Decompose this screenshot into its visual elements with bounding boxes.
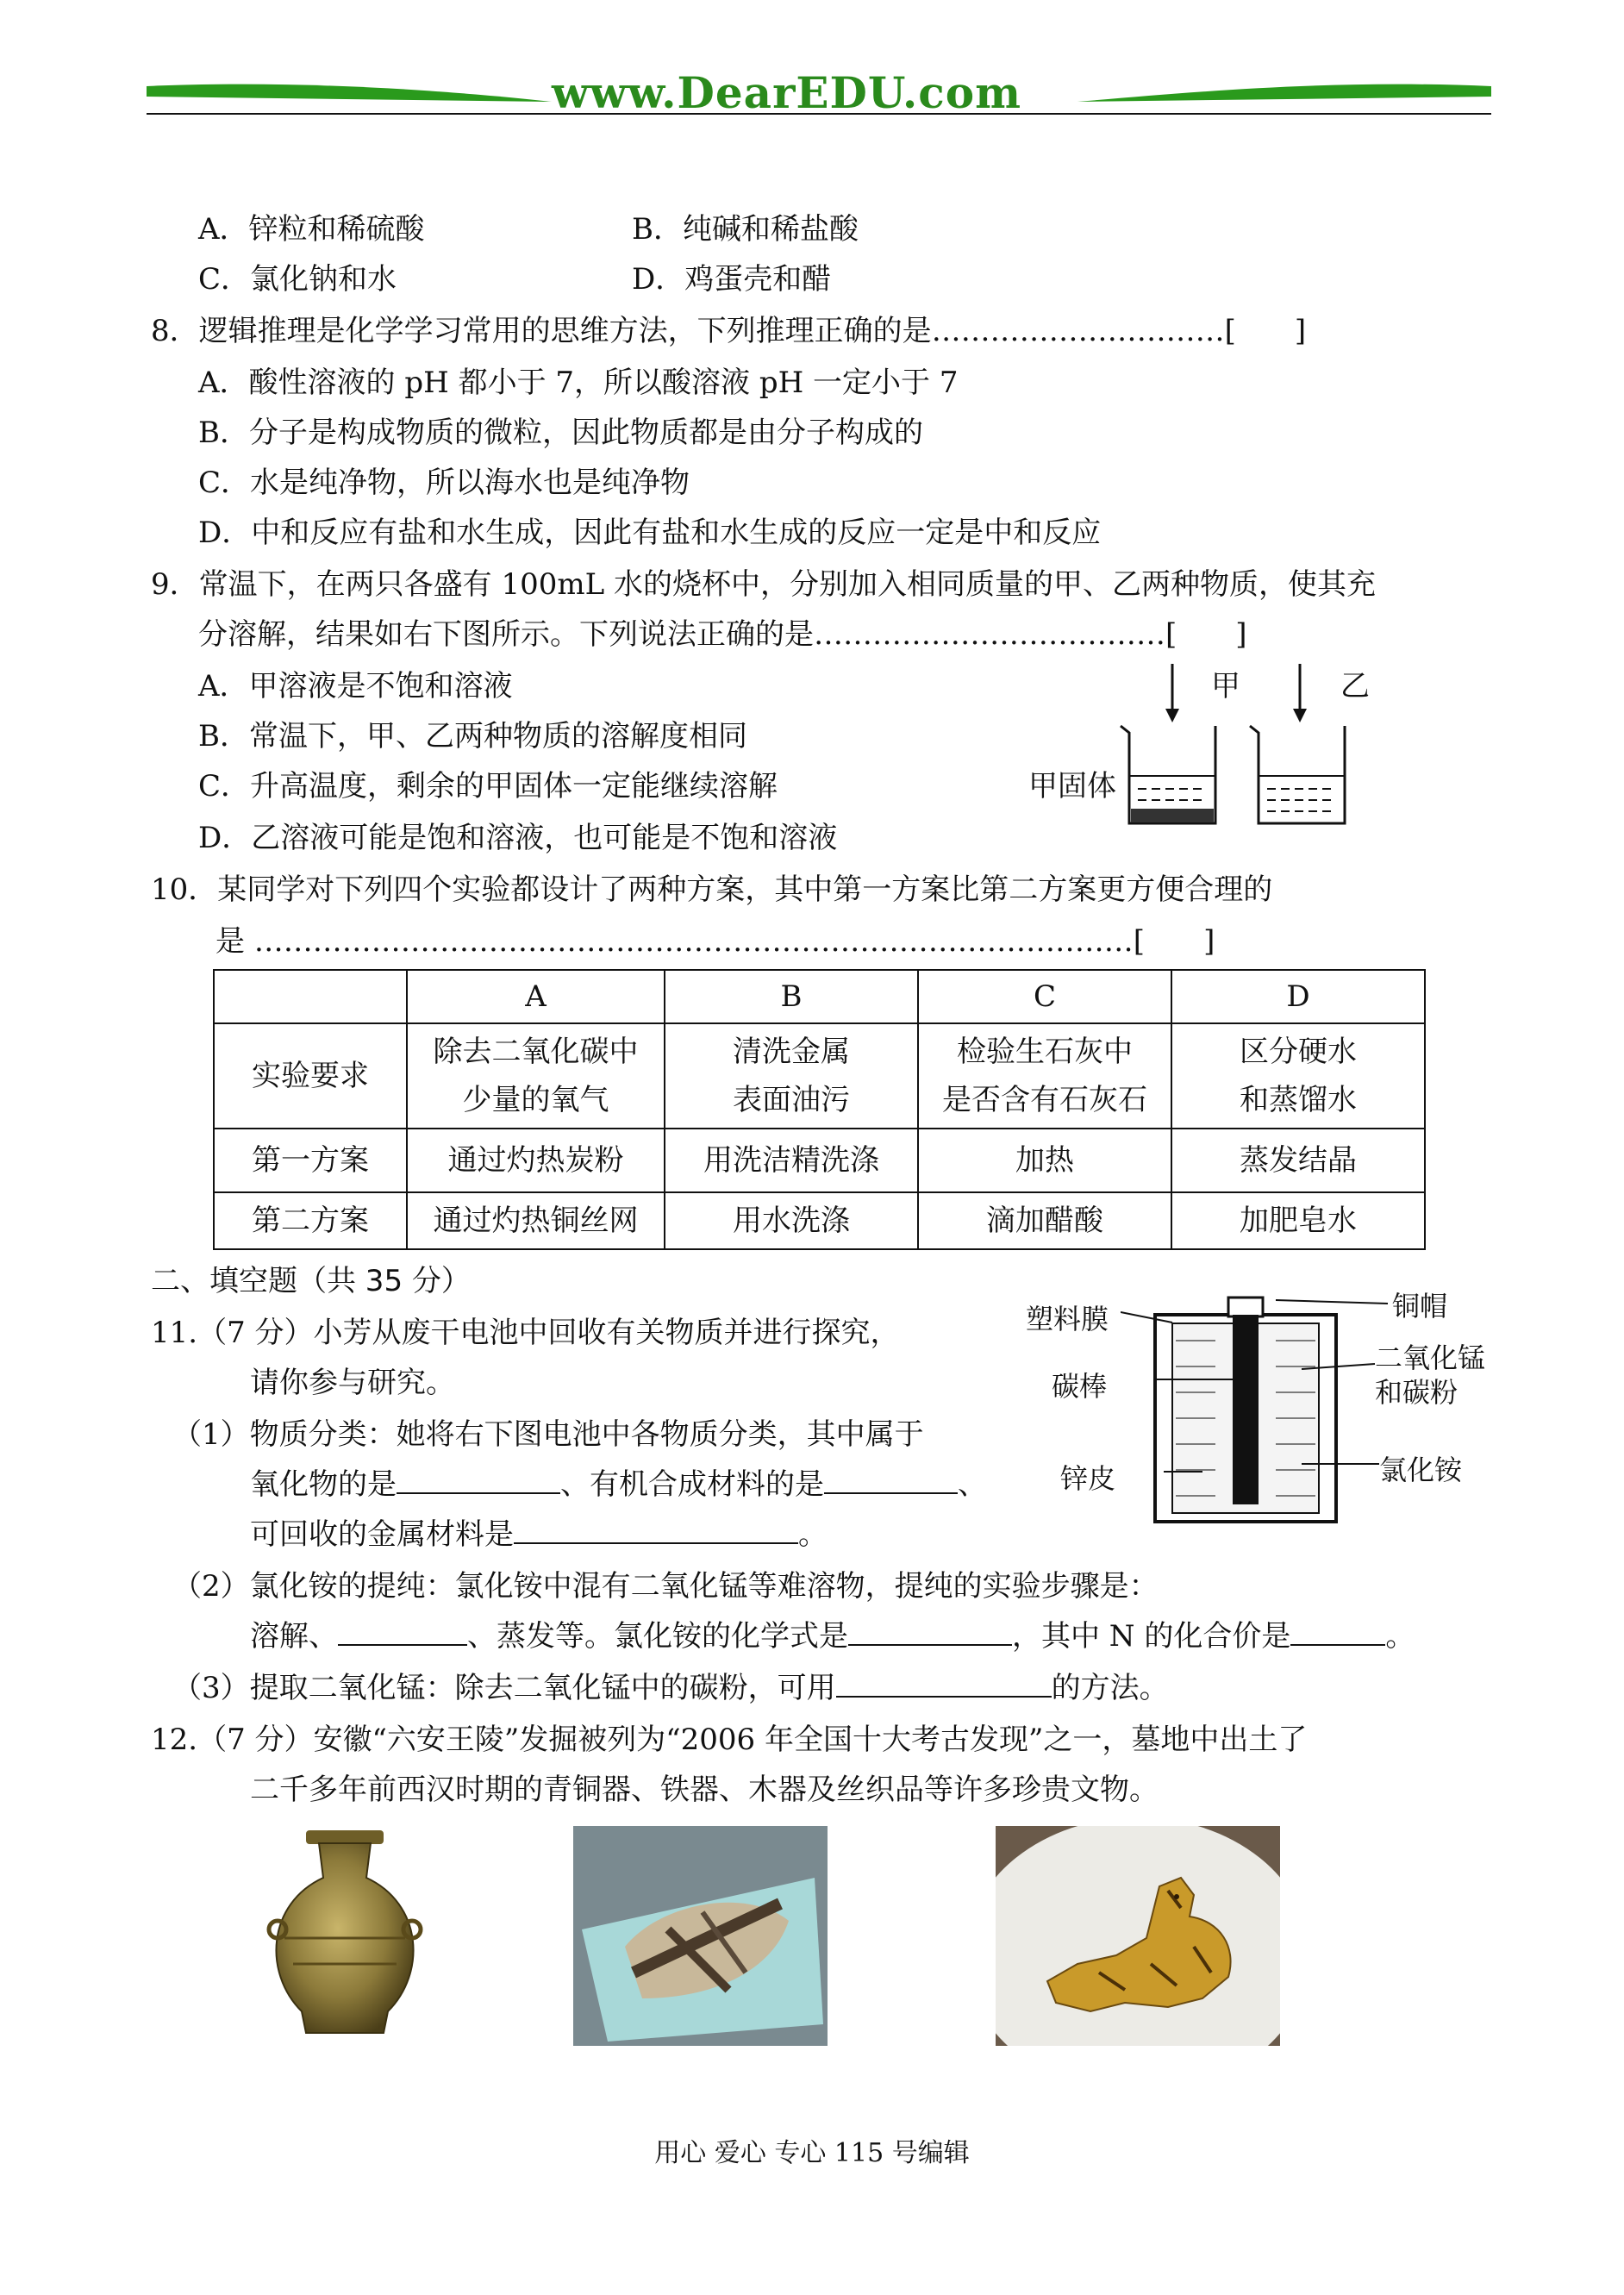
- q11-part3: （3）提取二氧化锰：除去二氧化锰中的碳粉，可用 的方法。: [172, 1671, 1169, 1705]
- table-cell: 检验生石灰中 是否含有石灰石: [918, 1023, 1171, 1129]
- table-cell: 蒸发结晶: [1171, 1129, 1425, 1192]
- q11-stem-line2: 请你参与研究。: [250, 1366, 455, 1400]
- battery-label-mno2-line2: 和碳粉: [1375, 1376, 1458, 1409]
- experiment-table: [213, 969, 1426, 1250]
- beaker-label-jia: 甲: [1211, 669, 1240, 704]
- q11-part2-line1: （2）氯化铵的提纯：氯化铵中混有二氧化锰等难溶物，提纯的实验步骤是：: [172, 1569, 1159, 1604]
- answer-blank[interactable]: [1290, 1618, 1385, 1646]
- battery-label-plastic: 塑料膜: [1026, 1303, 1109, 1335]
- q9-option-a: A．甲溶液是不饱和溶液: [198, 669, 513, 704]
- answer-blank[interactable]: [514, 1516, 798, 1544]
- q11-stem-line1: 11.（7 分）小芳从废干电池中回收有关物质并进行探究，: [151, 1316, 900, 1350]
- battery-label-zinc: 锌皮: [1060, 1462, 1116, 1495]
- battery-leader-lines: [1121, 1293, 1388, 1491]
- answer-blank[interactable]: [338, 1618, 467, 1646]
- beaker-label-yi: 乙: [1340, 669, 1370, 704]
- table-cell: 加热: [918, 1129, 1171, 1192]
- table-cell: 区分硬水 和蒸馏水: [1171, 1023, 1425, 1129]
- table-cell: 加肥皂水: [1171, 1192, 1425, 1249]
- gold-tiger-photo: [996, 1826, 1280, 2046]
- q7-option-d: D．鸡蛋壳和醋: [632, 262, 832, 297]
- q7-option-b: B．纯碱和稀盐酸: [632, 212, 859, 247]
- section-2-heading: 二、填空题（共 35 分）: [151, 1264, 471, 1298]
- table-header-d: D: [1171, 970, 1425, 1023]
- q12-stem-line2: 二千多年前西汉时期的青铜器、铁器、木器及丝织品等许多珍贵文物。: [250, 1773, 1159, 1807]
- row-label-plan1: 第一方案: [214, 1129, 407, 1192]
- bronze-vessel-photo: [259, 1826, 431, 2042]
- q8-option-d: D．中和反应有盐和水生成，因此有盐和水生成的反应一定是中和反应: [198, 516, 1102, 550]
- battery-label-carbon-rod: 碳棒: [1052, 1370, 1108, 1403]
- table-cell: 通过灼热炭粉: [407, 1129, 665, 1192]
- table-header-a: A: [407, 970, 665, 1023]
- row-label-requirement: 实验要求: [214, 1023, 407, 1129]
- q9-stem-line1: 9．常温下，在两只各盛有 100mL 水的烧杯中，分别加入相同质量的甲、乙两种物质，使其充: [151, 567, 1376, 602]
- q8-option-a: A．酸性溶液的 pH 都小于 7，所以酸溶液 pH 一定小于 7: [198, 366, 959, 400]
- table-cell: 用洗洁精洗涤: [665, 1129, 918, 1192]
- table-cell: 通过灼热铜丝网: [407, 1192, 665, 1249]
- q7-option-a: A．锌粒和稀硫酸: [198, 212, 425, 247]
- answer-blank[interactable]: [836, 1670, 1052, 1698]
- beaker-label-solid: 甲固体: [1028, 769, 1116, 804]
- q10-stem-line2: 是 ………………………………………………………………………………[ ]: [215, 924, 1215, 959]
- table-cell: 除去二氧化碳中 少量的氧气: [407, 1023, 665, 1129]
- q10-stem-line1: 10．某同学对下列四个实验都设计了两种方案，其中第一方案比第二方案更方便合理的: [151, 872, 1273, 907]
- answer-blank[interactable]: [824, 1466, 958, 1494]
- q12-stem-line1: 12.（7 分）安徽“六安王陵”发掘被列为“2006 年全国十大考古发现”之一，墓地中出土了: [151, 1723, 1308, 1757]
- table-row: [214, 1192, 1425, 1249]
- table-header-b: B: [665, 970, 918, 1023]
- answer-blank[interactable]: [397, 1466, 560, 1494]
- table-cell: 滴加醋酸: [918, 1192, 1171, 1249]
- q9-option-b: B．常温下，甲、乙两种物质的溶解度相同: [198, 719, 747, 754]
- q11-part1-line1: （1）物质分类：她将右下图电池中各物质分类，其中属于: [172, 1417, 924, 1452]
- row-label-plan2: 第二方案: [214, 1192, 407, 1249]
- table-header-row: [214, 970, 1425, 1023]
- table-header-c: C: [918, 970, 1171, 1023]
- q11-part1-line3: 可回收的金属材料是 。: [250, 1517, 828, 1552]
- q9-option-c: C．升高温度，剩余的甲固体一定能继续溶解: [198, 769, 778, 804]
- q11-part2-line2: 溶解、 、蒸发等。氯化铵的化学式是 ，其中 N 的化合价是 。: [250, 1619, 1415, 1654]
- battery-label-copper-cap: 铜帽: [1392, 1290, 1448, 1323]
- q11-part1-line2: 氧化物的是 、有机合成材料的是 、: [250, 1467, 987, 1502]
- q8-option-b: B．分子是构成物质的微粒，因此物质都是由分子构成的: [198, 416, 923, 450]
- q8-option-c: C．水是纯净物，所以海水也是纯净物: [198, 466, 690, 500]
- table-row: [214, 1129, 1425, 1192]
- iron-artifact-photo: [573, 1826, 828, 2046]
- q8-stem: 8．逻辑推理是化学学习常用的思维方法，下列推理正确的是…………………………[ ]: [151, 314, 1307, 348]
- table-row: [214, 1023, 1425, 1129]
- table-cell: 清洗金属 表面油污: [665, 1023, 918, 1129]
- q9-stem-line2: 分溶解，结果如右下图所示。下列说法正确的是………………………………[ ]: [198, 617, 1247, 652]
- answer-blank[interactable]: [848, 1618, 1012, 1646]
- battery-label-nh4cl: 氯化铵: [1379, 1454, 1463, 1486]
- q9-option-d: D．乙溶液可能是饱和溶液，也可能是不饱和溶液: [198, 821, 838, 855]
- battery-label-mno2-line1: 二氧化锰: [1375, 1341, 1486, 1374]
- page-footer: 用心 爱心 专心 115 号编辑: [654, 2138, 970, 2168]
- site-logo-text: www.DearEDU.com: [552, 67, 1022, 118]
- table-cell: [214, 970, 407, 1023]
- q7-option-c: C．氯化钠和水: [198, 262, 397, 297]
- table-cell: 用水洗涤: [665, 1192, 918, 1249]
